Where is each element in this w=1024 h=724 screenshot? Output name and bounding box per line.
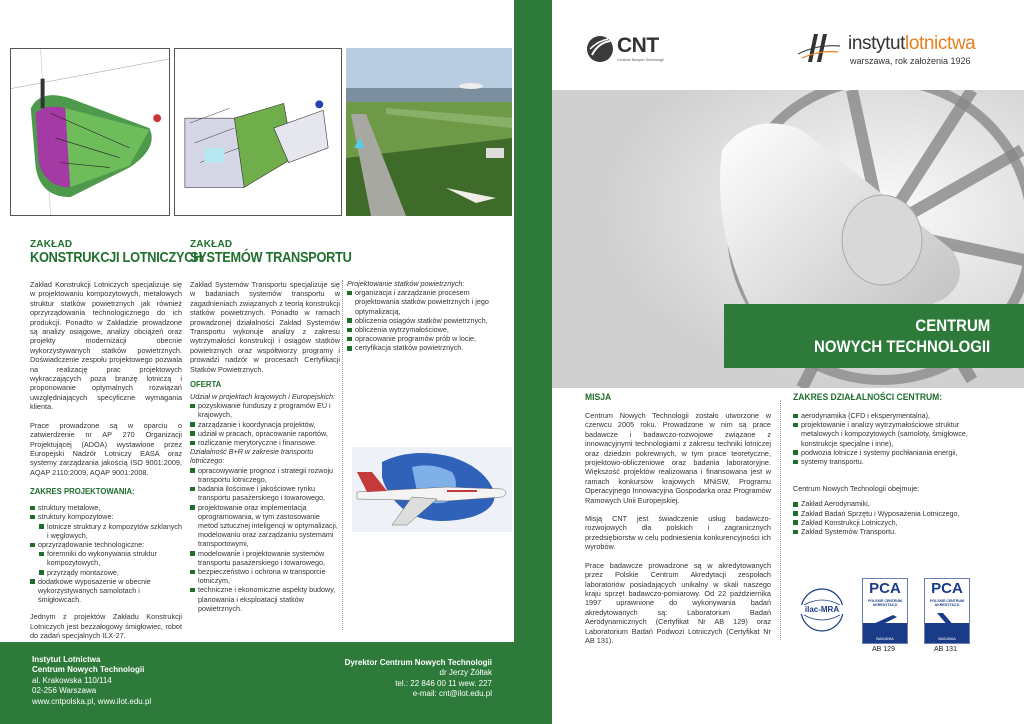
pca-certificate-1 [862,578,908,644]
list-item: Zakład Konstrukcji Lotniczych, [793,518,998,527]
cnt-logo-sub: Centrum Nowych Technologii [617,58,664,62]
footer-web[interactable]: www.cntpolska.pl, www.ilot.edu.pl [32,696,152,706]
footer-email[interactable]: e-mail: cnt@ilot.edu.pl [412,689,492,699]
column-divider [780,400,781,640]
footer-street: al. Krakowska 110/114 [32,675,112,685]
ilot-logo-icon [796,30,842,66]
list-item: obliczenia osiągów statków powietrznych, [347,316,497,325]
offer-list [190,401,340,447]
list-item: zarządzanie i koordynacja projektów, [190,420,340,429]
list-item: przyrządy montażowe, [30,568,182,577]
paragraph: Prace badawcze prowadzone są w akredytowanych przez Polskie Centrum Akredytacji zespołach laboratoriów posiadających unikalny w skali naszego kraju sprzęt badawczo-pomiarowy. Od 22 października 1997 uprawnione do wykonywania badań akredytowanych są: Laboratorium Badań Aerodynamicznych (Certyfikat Nr AB 129) oraz Laboratorium Badań Podwozi Lotniczych (Certyfikat Nr AB 131). [585,560,771,645]
list-item: struktury metalowe, [30,503,182,512]
list-item: organizacja i zarządzanie procesem projektowania statków powietrznych i jego optymalizacją, [347,288,497,316]
paragraph: Zakład Konstrukcji Lotniczych specjalizuje się w projektowaniu kompozytowych, metalowych struktur statków powietrznych jak również oprzyrządowania technologicznego do ich produkcji. Ponadto w Zakładzie prowadzone są analizy osiągowe, analizy obciążeń oraz projekty modernizacji obecnie wykorzystywanych statków powietrznych. Doświadczenie zespołu projektowego pozwala na realizację prac projektowych wykraczających poza branżę lotniczą i proponowanie optymalnych rozwiązań uwzględniających specyficzne wymagania klienta. [30,280,182,412]
photo-fuselage-section [174,48,342,216]
br-intro: Działalność B+R w zakresie transportu lotniczego: [190,447,314,466]
list-item: aerodynamika (CFD i eksperymentalna), [793,411,998,420]
paragraph: Prace prowadzone są w oparciu o zatwierdzenie nr AP 270 Organizacji Projektującej (ADOA) wystawione przez Europejski Nadzór Lotniczy EASA oraz systemy zarządzania jakością ISO 9001:2009, AQAP 2110:2009, AQAP 9001:2008. [30,420,182,477]
ilot-logo-word1: instytut [848,33,905,54]
list-item: udział w pracach, opracowanie raportów, [190,429,340,438]
kicker: ZAKŁAD [190,239,233,250]
list-item: modelowanie i projektowanie systemów transportu pasażerskiego i towarowego, [190,549,340,567]
list-item: projektowanie oraz implementacja oprogramowania, w tym zastosowanie metod sztucznej inteligencji w optymalizacji, modelowaniu oraz zarządzaniu systemami transportowymi, [190,503,340,549]
section-mission [585,392,771,645]
page-title [790,315,990,357]
list-item: opracowanie programów prób w locie, [347,334,497,343]
scope-title: ZAKRES PROJEKTOWANIA: [30,486,135,497]
list-item: systemy transportu. [793,457,998,466]
center-green-band [514,0,552,724]
cnt-logo [586,33,686,65]
footer-city: 02-256 Warszawa [32,686,97,696]
br-list [190,466,340,613]
paragraph: Jednym z projektów Zakładu Konstrukcji Lotniczych jest bezzałogowy śmigłowiec, robot do zadań specjalnych ILX-27. [30,612,182,641]
includes-list [793,499,998,536]
list-item: Zakład Aerodynamiki, [793,499,998,508]
column-divider [342,280,343,630]
footer-address [32,655,151,707]
pca-logo: PCA [931,580,963,597]
paragraph: Zakład Systemów Transportu specjalizuje się w badaniach systemów transportu w zagadnieniach związanych z teorią konstrukcji statków powietrznych. Ponadto w ramach prowadzonej działalności Zakład Systemów Transportu wykonuje analizy z zakresu wytrzymałości konstrukcji i osiągów statków powietrznych oraz współtworzy programy i prowadzi nadzór w procesach Certyfikacji Statków Powietrznych. [190,280,340,374]
left-green-strip [0,216,514,224]
list-item: certyfikacja statków powietrznych. [347,343,497,352]
scope-list [30,503,182,604]
list-item: Zakład Systemów Transportu. [793,527,998,536]
includes-title: Centrum Nowych Technologii obejmuje: [793,484,920,494]
paragraph: Misją CNT jest świadczenie usług badawczo-rozwojowych dla polskich i zagranicznych przedsiębiorstw w celu podniesienia konkurencyjności ich wyrobów. [585,514,771,552]
list-item: badania ilościowe i jakościowe rynku transportu pasażerskiego i towarowego, [190,484,340,502]
section-projektowanie [347,279,497,353]
ilot-logo-word2: lotnictwa [905,33,976,54]
list-item: dodatkowe wyposażenie w obecnie wykorzystywanych samolotach i śmigłowcach. [30,577,182,605]
cnt-logo-text: CNT [617,34,659,57]
page-title-line1: CENTRUM [915,316,990,335]
badania-label: BADANIA [863,623,907,643]
pca-sub: POLSKIE CENTRUM AKREDYTACJI [930,599,964,607]
col3-list [347,288,497,352]
footer-org: Instytut Lotnictwa [32,655,101,664]
footer-center: Centrum Nowych Technologii [32,665,145,675]
list-item: oprzyrządowanie technologiczne: [30,540,182,549]
offer-intro: Udział w projektach krajowych i Europejskich: [190,392,336,402]
pca-sub: POLSKIE CENTRUM AKREDYTACJI [868,599,902,607]
footer-director-name: dr Jerzy Żółtak [439,668,492,678]
list-item: obliczenia wytrzymałościowe, [347,325,497,334]
list-item: lotnicze struktury z kompozytów szklanych i węglowych, [30,522,182,540]
scope-list [793,411,998,466]
section-title: SYSTEMÓW TRANSPORTU [190,250,352,266]
list-item: foremniki do wykonywania struktur kompozytowych, [30,549,182,567]
list-item: pozyskiwanie funduszy z programów EU i krajowych, [190,401,340,419]
badania-label: BADANIA [925,623,969,643]
section-title: KONSTRUKCJI LOTNICZYCH [30,250,203,266]
section-transportu [190,239,352,613]
list-item: techniczne i ekonomiczne aspekty budowy, planowania i eksploatacji statków powietrznych. [190,585,340,613]
col3-intro: Projektowanie statków powietrznych: [347,279,465,288]
ilac-label: ilac-MRA [800,605,844,614]
list-item: projektowanie i analizy wytrzymałościowe struktur metalowych i kompozytowych (samoloty, śmigłowce, konstrukcje specjalne i inne), [793,420,998,448]
photo-airfield [346,48,512,216]
mission-title: MISJA [585,392,612,403]
list-item: opracowywanie prognoz i strategii rozwoju transportu lotniczego, [190,466,340,484]
pca-logo: PCA [869,580,901,597]
ilac-mra-logo [798,585,846,635]
ilot-logo-sub: warszawa, rok założenia 1926 [850,56,971,66]
footer-contact [345,658,492,700]
list-item: podwozia lotnicze i systemy pochłaniania energii, [793,448,998,457]
cnt-logo-icon [586,35,614,63]
section-konstrukcji [30,239,203,641]
list-item: Zakład Badań Sprzętu i Wyposażenia Lotniczego, [793,509,998,518]
footer-director-title: Dyrektor Centrum Nowych Technologii [344,658,492,667]
list-item: struktury kompozytowe: [30,512,182,521]
ilot-logo [796,30,996,70]
kicker: ZAKŁAD [30,239,73,250]
offer-title: OFERTA [190,379,222,390]
pca-certificate-2 [924,578,970,644]
cert-number-1: AB 129 [872,646,895,653]
section-scope [793,392,998,536]
page-title-line2: NOWYCH TECHNOLOGII [813,337,990,356]
image-plane-over-map [352,447,512,532]
photo-composite-structure [10,48,170,216]
list-item: rozliczanie merytoryczne i finansowe. [190,438,340,447]
cert-number-2: AB 131 [934,646,957,653]
footer-phone: tel.: 22 846 00 11 wew. 227 [395,678,492,688]
paragraph: Centrum Nowych Technologii zostało utworzone w czerwcu 2005 roku. Prowadzone w nim są prace badawcze i badawczo-rozwojowe związane z innowacyjnymi technologiami z zakresu techniki lotniczej oraz dziedzin pokrewnych, w tym prace teoretyczne, projektowo-obliczeniowe oraz badania laboratoryjne. Większość projektów realizowana i finansowana jest w ramach konkursów krajowych MNiSW, Programu Operacyjnego Innowacyjna Gospodarka oraz Programów Ramowych Unii Europejskiej. [585,411,771,505]
list-item: bezpieczeństwo i ochrona w transporcie lotniczym, [190,567,340,585]
scope-title: ZAKRES DZIAŁALNOŚCI CENTRUM: [793,392,943,403]
